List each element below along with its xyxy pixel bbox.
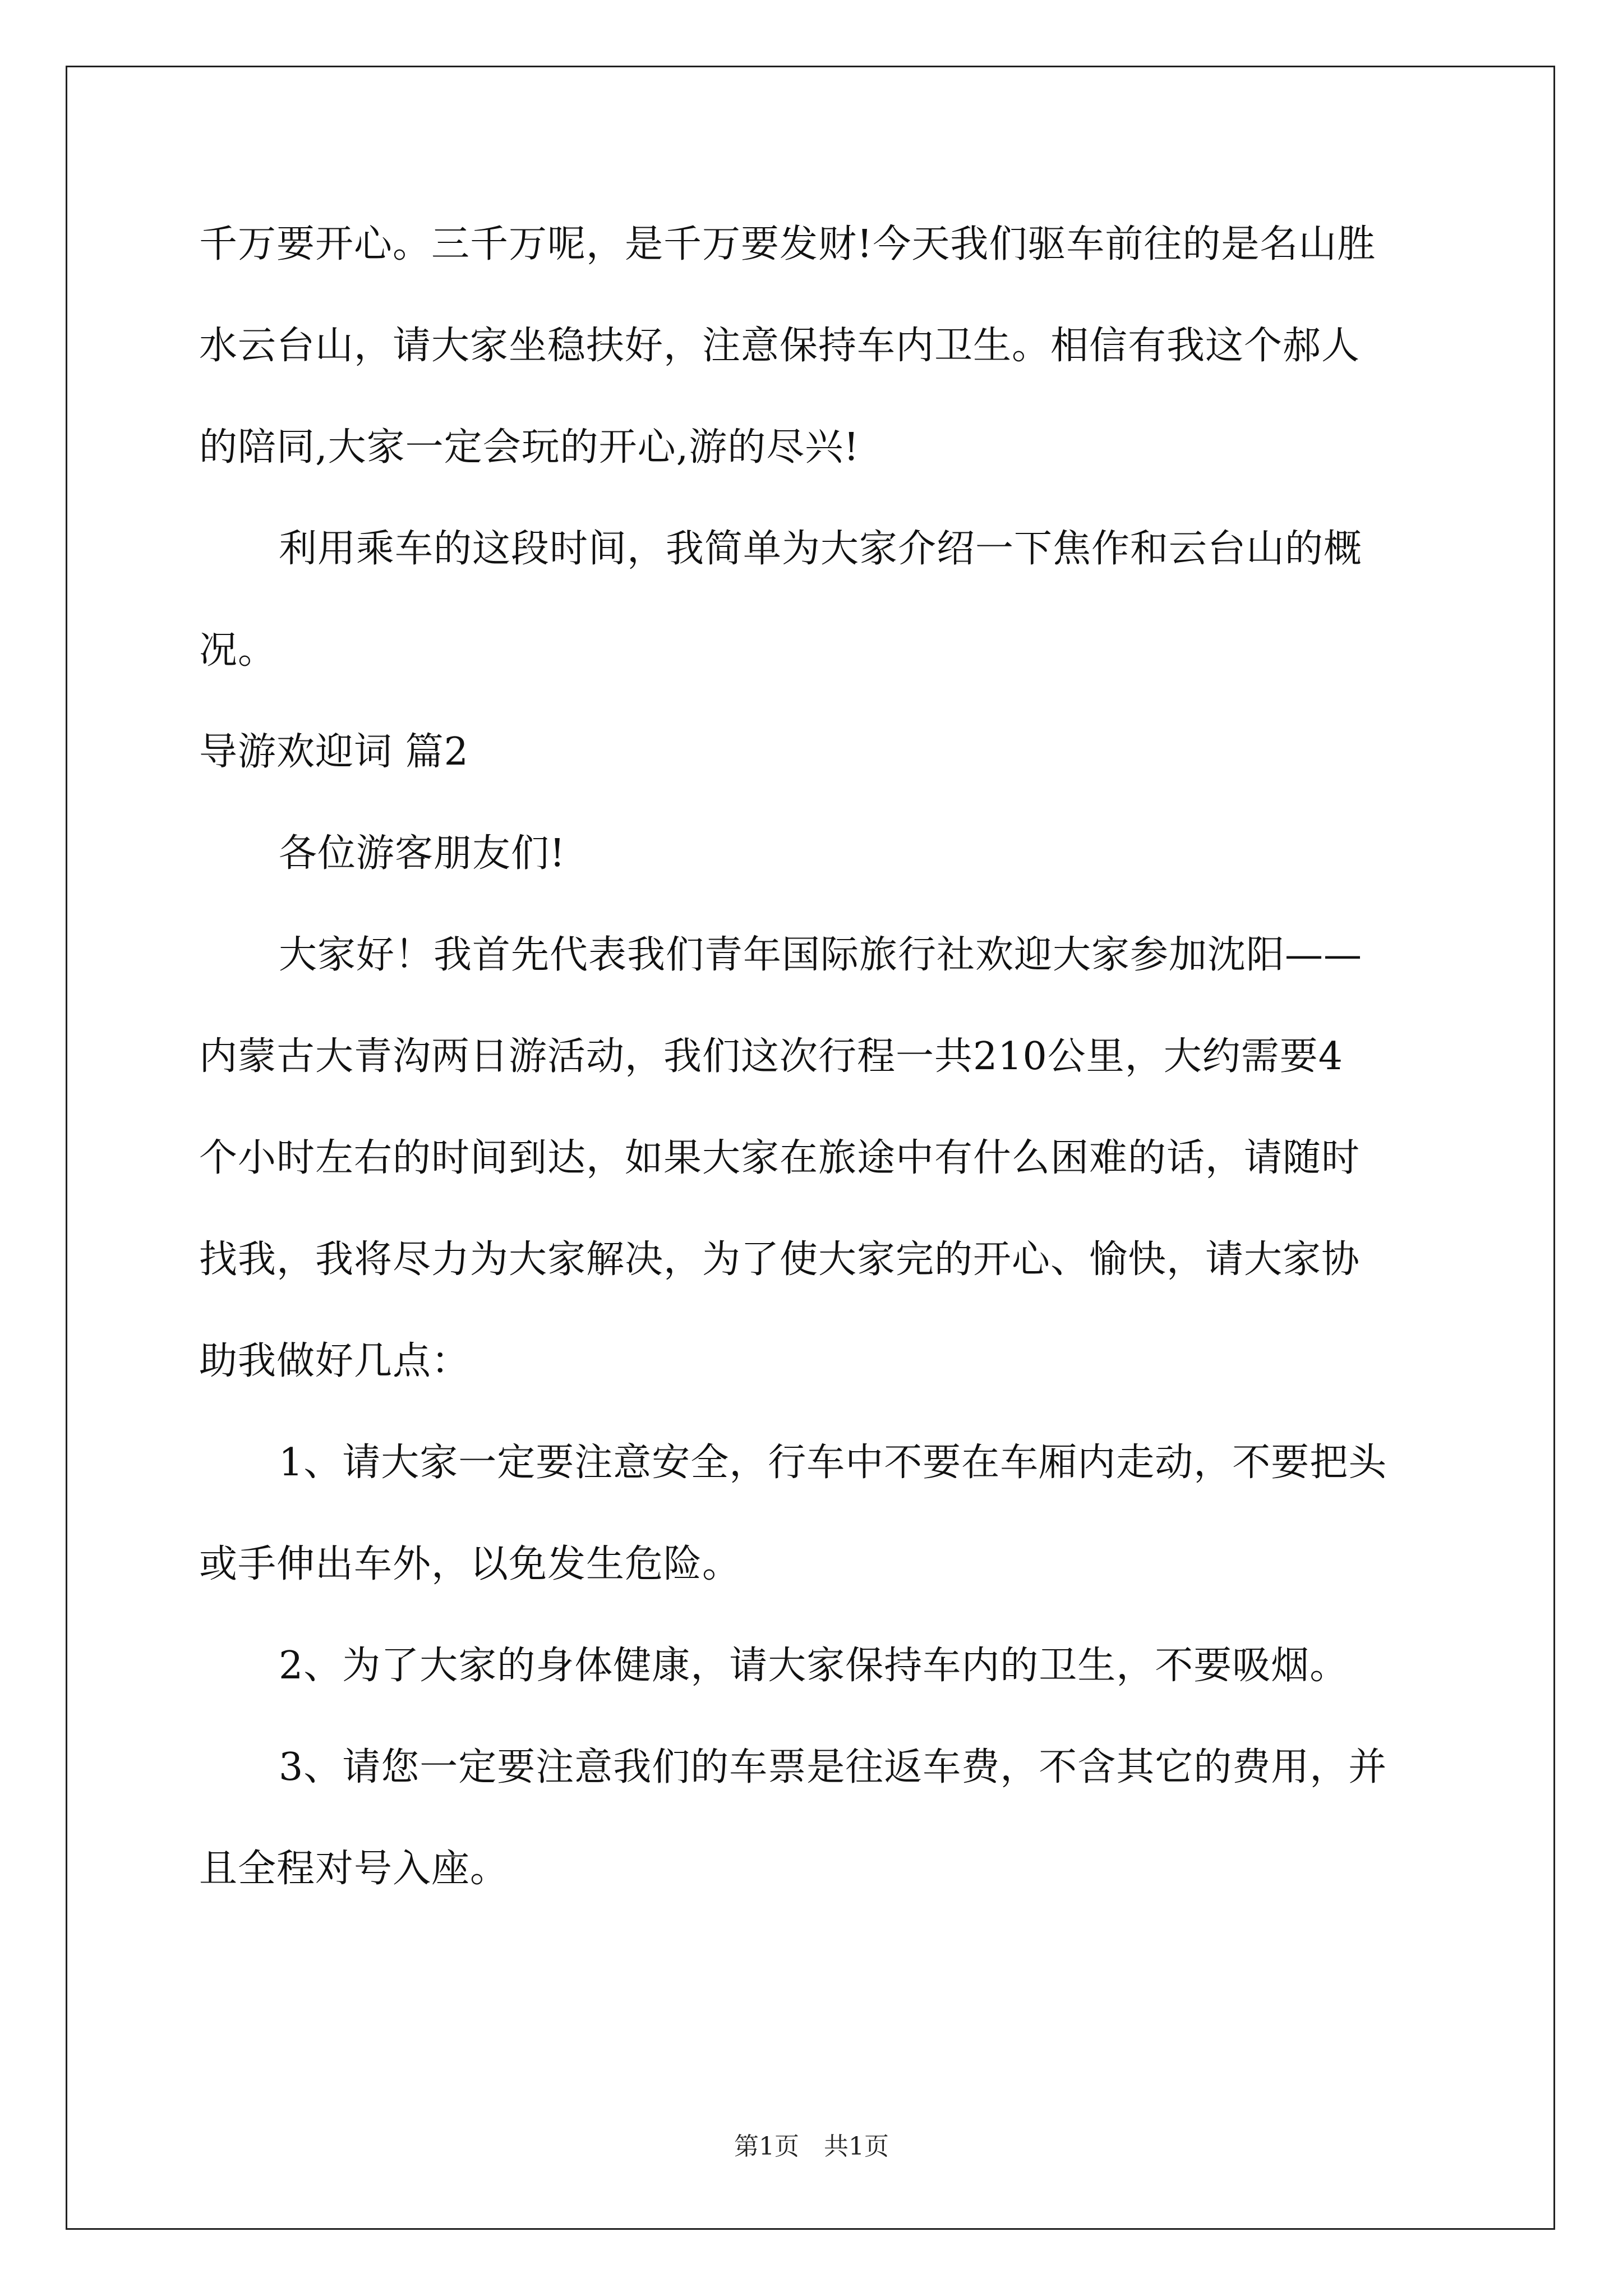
text-line: 内蒙古大青沟两日游活动，我们这次行程一共210公里，大约需要4 [199,1034,1344,1079]
text-line: 2、为了大家的身体健康，请大家保持车内的卫生，不要吸烟。 [279,1644,1349,1688]
text-line: 1、请大家一定要注意安全，行车中不要在车厢内走动，不要把头 [279,1441,1387,1485]
text-line: 各位游客朋友们! [279,831,566,876]
text-line: 况。 [199,628,277,673]
document-body [199,194,1433,1920]
text-line: 3、请您一定要注意我们的车票是往返车费，不含其它的费用，并 [279,1745,1387,1789]
text-line: 或手伸出车外，以免发生危险。 [199,1542,741,1586]
text-line: 利用乘车的这段时间，我简单为大家介绍一下焦作和云台山的概 [279,527,1363,571]
text-line: 的陪同,大家一定会玩的开心,游的尽兴! [199,425,860,470]
text-line: 找我，我将尽力为大家解决，为了使大家完的开心、愉快，请大家协 [199,1237,1361,1282]
text-line: 个小时左右的时间到达，如果大家在旅途中有什么困难的话，请随时 [199,1136,1361,1180]
text-line: 且全程对号入座。 [199,1847,509,1891]
page-footer: 第1页 共1页 [734,2132,889,2161]
text-line: 千万要开心。三千万呢，是千万要发财!今天我们驱车前往的是名山胜 [199,222,1376,266]
section-heading: 导游欢迎词 篇2 [199,730,469,774]
text-line: 助我做好几点： [199,1339,471,1383]
text-line: 大家好！我首先代表我们青年国际旅行社欢迎大家参加沈阳—— [279,933,1363,977]
text-line: 水云台山，请大家坐稳扶好，注意保持车内卫生。相信有我这个郝人 [199,324,1361,368]
